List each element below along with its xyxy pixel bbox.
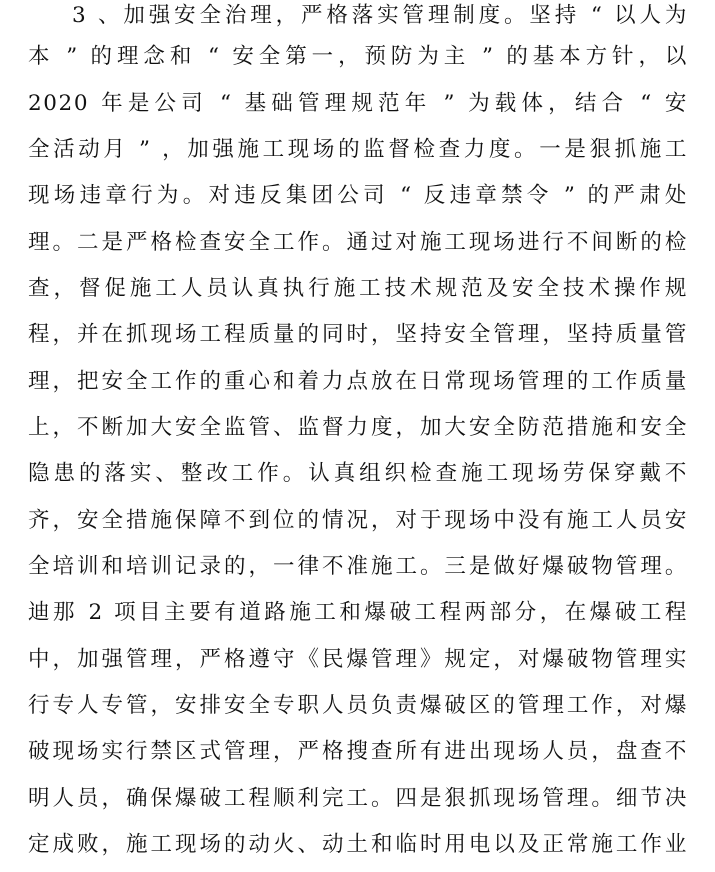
text-line-14: 迪那 2 项目主要有道路施工和爆破工程两部分，在爆破工程 [28, 600, 688, 625]
text-line-11: 隐患的落实、整改工作。认真组织检查施工现场劳保穿戴不 [28, 461, 688, 486]
text-line-17: 破现场实行禁区式管理，严格搜查所有进出现场人员，盘查不 [28, 739, 688, 764]
text-line-4: 全活动月 ” ，加强施工现场的监督检查力度。一是狠抓施工 [28, 137, 688, 162]
text-line-5: 现场违章行为。对违反集团公司 “ 反违章禁令 ” 的严肃处 [28, 183, 688, 208]
text-line-12: 齐，安全措施保障不到位的情况，对于现场中没有施工人员安 [28, 508, 688, 533]
text-line-16: 行专人专管，安排安全专职人员负责爆破区的管理工作，对爆 [28, 693, 688, 718]
text-line-19: 定成败，施工现场的动火、动土和临时用电以及正常施工作业 [28, 832, 688, 857]
text-line-2: 本 ” 的理念和 “ 安全第一，预防为主 ” 的基本方针，以 [28, 44, 688, 69]
text-line-13: 全培训和培训记录的，一律不准施工。三是做好爆破物管理。 [28, 554, 688, 579]
text-line-7: 查，督促施工人员认真执行施工技术规范及安全技术操作规 [28, 276, 688, 301]
text-line-9: 理，把安全工作的重心和着力点放在日常现场管理的工作质量 [28, 369, 688, 394]
text-line-10: 上，不断加大安全监管、监督力度，加大安全防范措施和安全 [28, 415, 688, 440]
text-line-6: 理。二是严格检查安全工作。通过对施工现场进行不间断的检 [28, 230, 688, 255]
text-line-18: 明人员，确保爆破工程顺利完工。四是狠抓现场管理。细节决 [28, 786, 688, 811]
text-line-8: 程，并在抓现场工程质量的同时，坚持安全管理，坚持质量管 [28, 322, 688, 347]
text-line-3: 2020 年是公司 “ 基础管理规范年 ” 为载体，结合 “ 安 [28, 91, 688, 116]
text-line-15: 中，加强管理，严格遵守《民爆管理》规定，对爆破物管理实 [28, 647, 688, 672]
text-line-1: 3 、加强安全治理，严格落实管理制度。坚持 “ 以人为 [72, 3, 688, 28]
